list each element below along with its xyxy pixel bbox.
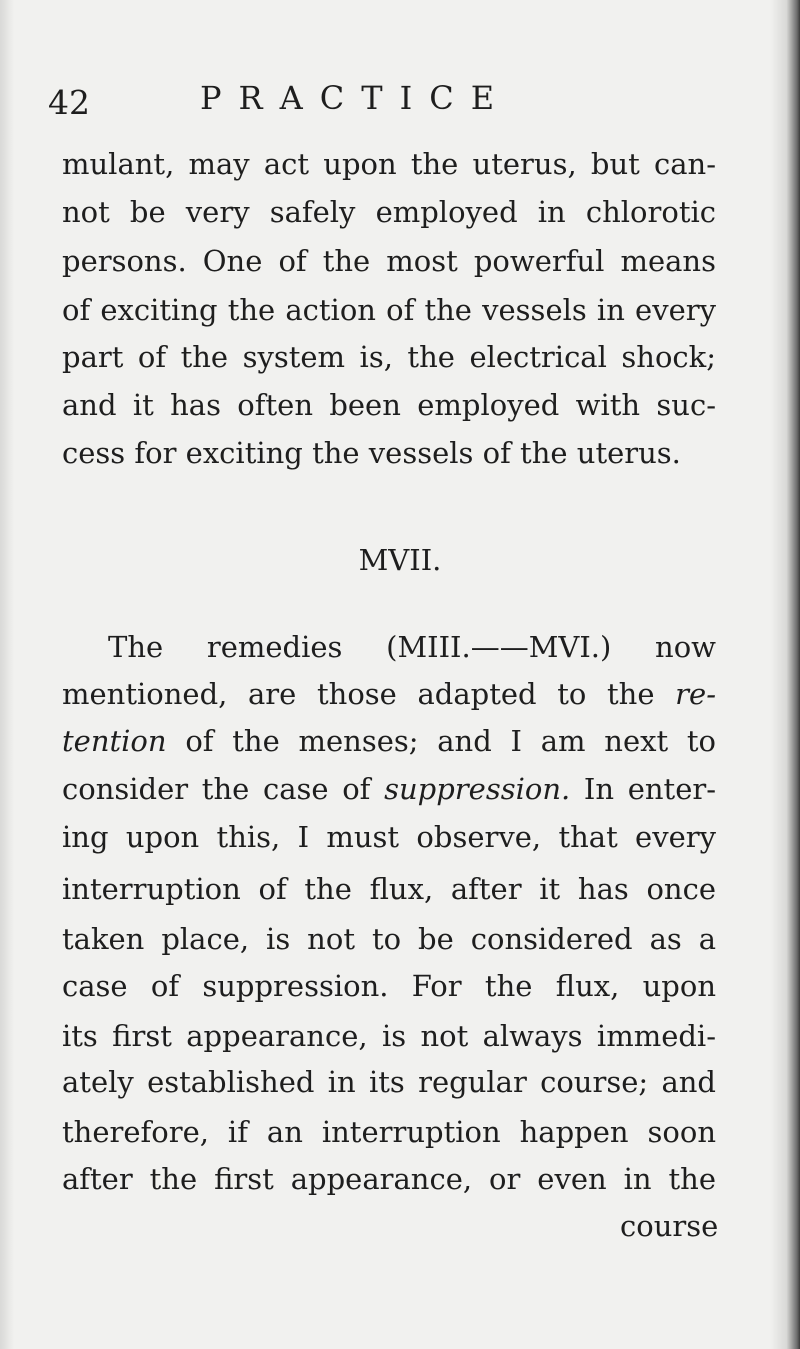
text-line: cess for exciting the vessels of the uterus. — [62, 436, 681, 470]
italic-text: suppression. — [384, 772, 571, 806]
text-line: ately established in its regular course; and — [62, 1065, 716, 1099]
text-line: mulant, may act upon the uterus, but can- — [62, 147, 716, 181]
text-run: In enter- — [583, 772, 717, 806]
page-gutter-shadow — [0, 0, 14, 1349]
text-line: case of suppression. For the flux, upon — [62, 969, 716, 1003]
text-line: persons. One of the most powerful means — [62, 244, 716, 278]
text-line: not be very safely employed in chlorotic — [62, 195, 716, 229]
italic-text: re- — [675, 677, 716, 711]
text-line: interruption of the flux, after it has once — [62, 872, 716, 906]
text-run: mentioned, are those adapted to the — [62, 677, 655, 711]
text-line: after the first appearance, or even in the — [62, 1162, 716, 1196]
text-line: therefore, if an interruption happen soon — [62, 1115, 716, 1149]
page-number: 42 — [48, 83, 90, 122]
text-line — [62, 772, 717, 806]
catchword: course — [620, 1209, 719, 1243]
text-line: its first appearance, is not always immedi- — [62, 1019, 716, 1053]
text-run: of the menses; and I am next to — [185, 724, 716, 758]
text-line — [62, 677, 716, 711]
text-line: ing upon this, I must observe, that every — [62, 820, 716, 854]
text-line: part of the system is, the electrical shock; — [62, 340, 716, 374]
text-line: of exciting the action of the vessels in every — [62, 293, 716, 327]
text-line: taken place, is not to be considered as a — [62, 922, 716, 956]
text-line — [62, 724, 716, 758]
page-edge-shadow — [770, 0, 800, 1349]
running-head: PRACTICE — [200, 79, 512, 117]
italic-text: tention — [62, 724, 167, 758]
text-line: and it has often been employed with suc- — [62, 388, 716, 422]
text-run: consider the case of — [62, 772, 371, 806]
text-line: The remedies (MIII.——MVI.) now — [108, 630, 716, 664]
section-heading: MVII. — [358, 543, 442, 577]
